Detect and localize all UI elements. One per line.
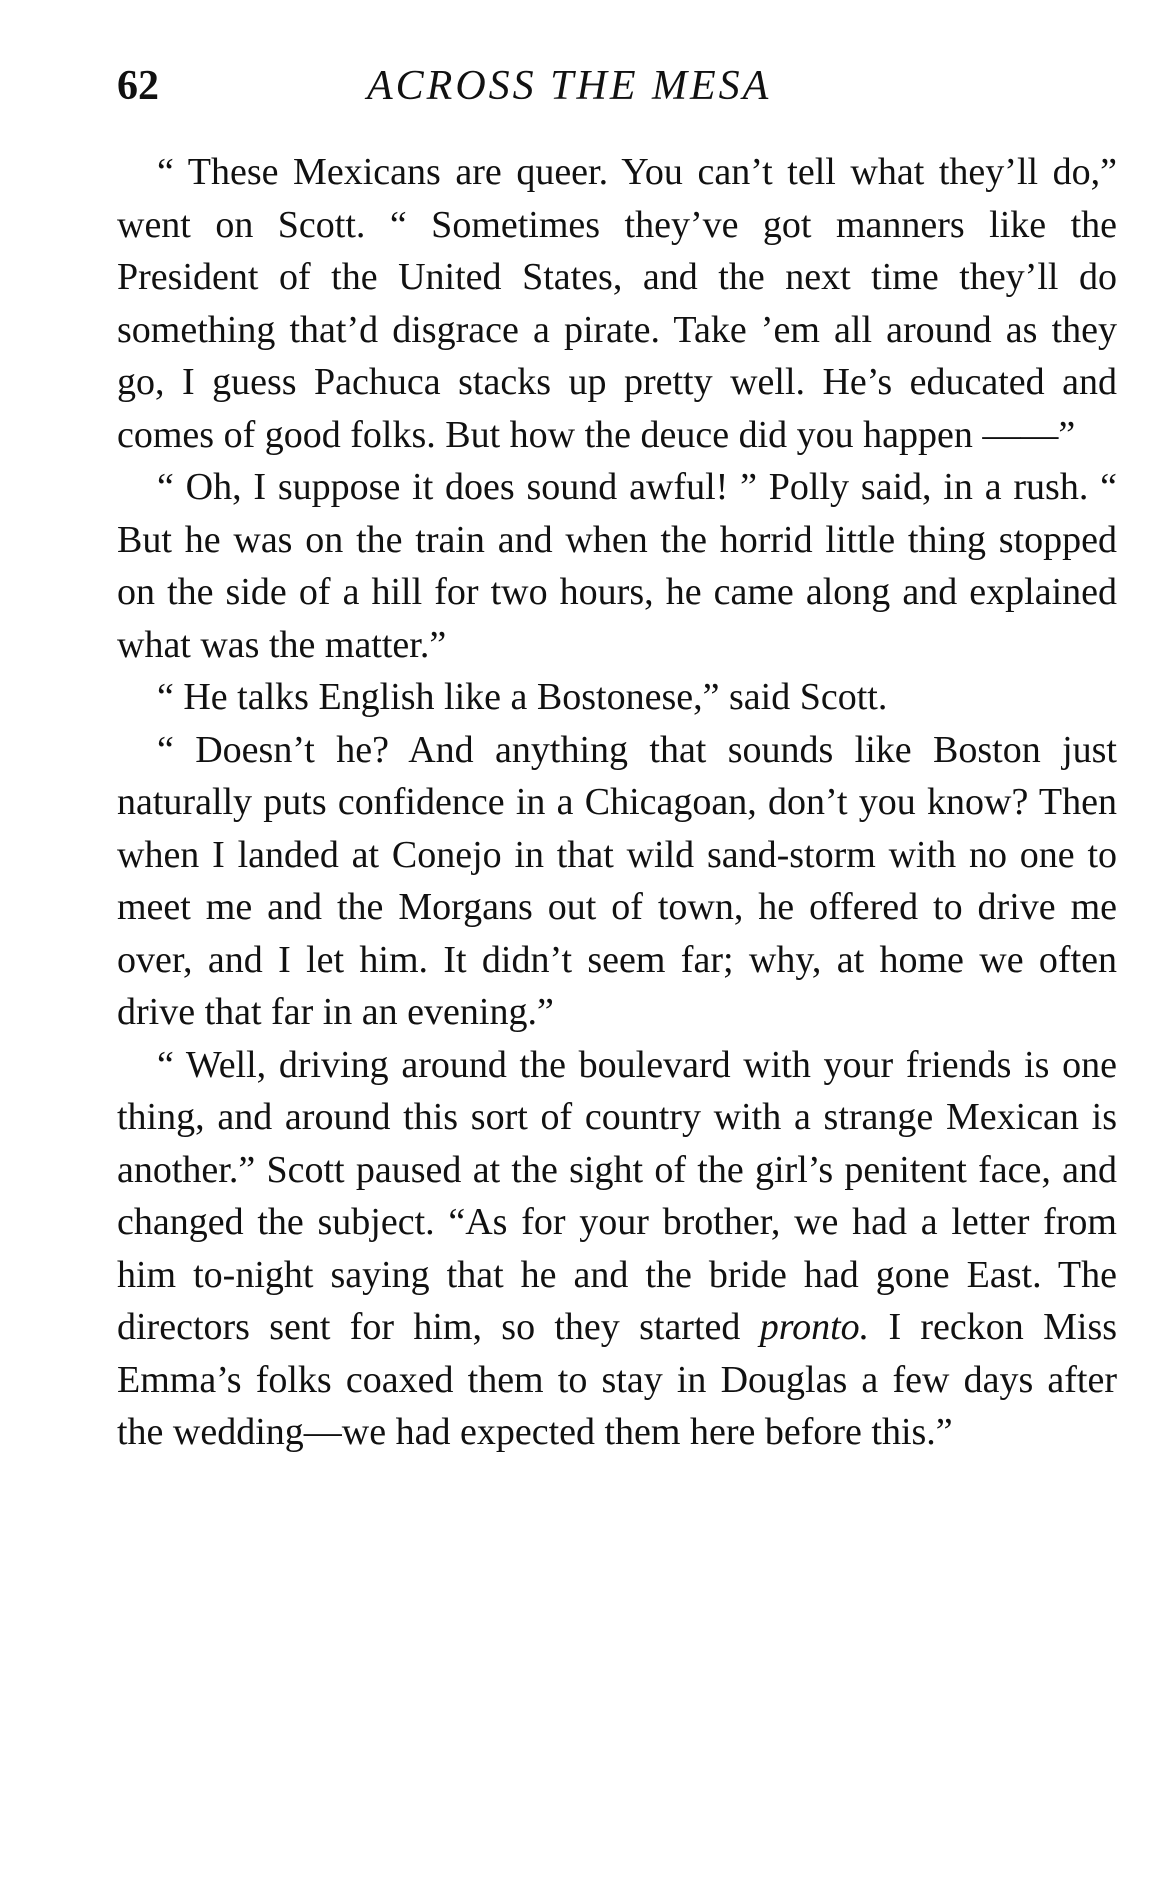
paragraph: “ These Mexicans are queer. You can’t tell what they’ll do,” went on Scott. “ Sometimes they’ve got manners like the President of the United States, and the next time they’ll do something that’d disgrace a pirate. Take ’em all around as they go, I guess Pachuca stacks up pretty well. He’s educated and comes of good folks. But how the deuce did you happen ——” <box>117 151 1117 456</box>
paragraph-text: I reckon Miss Emma’s folks coaxed them to stay in Douglas a few days after the wedding—we had expected them here before this.” <box>117 1306 1118 1453</box>
page-number: 62 <box>117 63 159 109</box>
page-header <box>117 62 1117 122</box>
paragraph: “ Doesn’t he? And anything that sounds like Boston just naturally puts confidence in a Chicagoan, don’t you know? Then when I landed at Conejo in that wild sand-storm with no one to meet me and the Morgans out of town, he offered to drive me over, and I let him. It didn’t seem far; why, at home we often drive that far in an evening.” <box>117 728 1117 1033</box>
body-text <box>117 146 1117 1459</box>
paragraph <box>117 1039 1117 1459</box>
book-page <box>117 62 1117 1459</box>
running-title: ACROSS THE MESA <box>367 63 772 109</box>
paragraph: “ He talks English like a Bostonese,” said Scott. <box>157 676 888 718</box>
paragraph-text: “ Well, driving around the boulevard with your friends is one thing, and around this sort of country with a strange Mexican is another.” Scott paused at the sight of the girl’s penitent face, and changed the subject. “As for your brother, we had a letter from him to-night saying that he and the bride had gone East. The directors sent for him, so they started <box>117 1043 1117 1348</box>
italic-word: pronto. <box>759 1306 870 1348</box>
paragraph: “ Oh, I suppose it does sound awful! ” Polly said, in a rush. “ But he was on the train and when the horrid little thing stopped on the side of a hill for two hours, he came along and explained what was the matter.” <box>117 466 1117 666</box>
